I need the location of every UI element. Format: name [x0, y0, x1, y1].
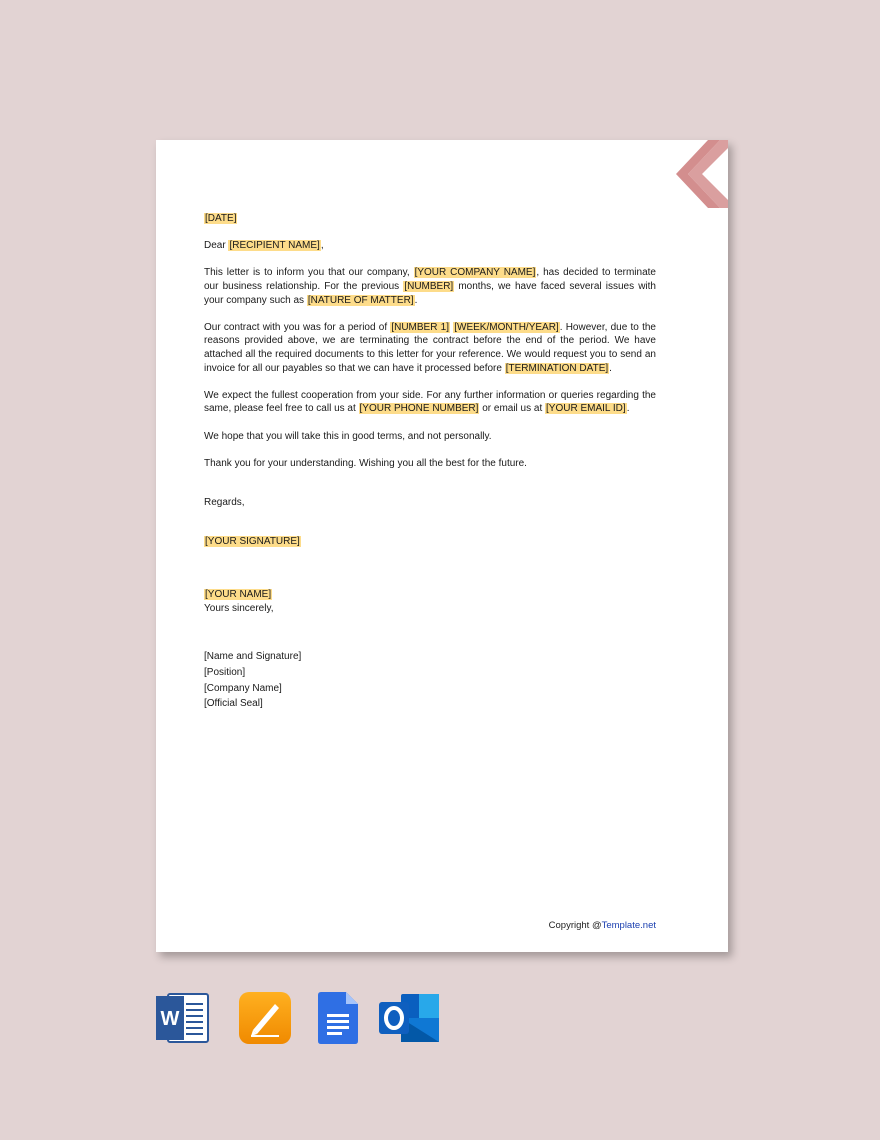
date-line: [DATE]: [205, 213, 237, 224]
footer-company-name: [Company Name]: [204, 682, 282, 694]
signature-line: [YOUR SIGNATURE]: [205, 536, 300, 548]
name-line: [YOUR NAME]: [205, 589, 272, 601]
paragraph-2: Our contract with you was for a period of [NUMBER 1] [WEEK/MONTH/YEAR]. However, due to the reasons provided above, we are terminating the contract before the end of the period. We have attached all the required documents to this letter for your reference. We would request you to send an invoice for all our payables so that we can have it processed before [TERMINATION DATE].: [204, 321, 656, 374]
template-link[interactable]: Template.net: [601, 920, 656, 931]
footer-name-signature: [Name and Signature]: [204, 651, 302, 663]
paragraph-3: We expect the fullest cooperation from your side. For any further information or queries regarding the same, please feel free to call us at [YOUR PHONE NUMBER] or email us at [YOUR EMAIL ID].: [204, 389, 656, 415]
placeholder-phone: [YOUR PHONE NUMBER]: [359, 403, 479, 415]
corner-chevron-decoration: [664, 140, 728, 208]
placeholder-number: [NUMBER]: [404, 280, 454, 292]
placeholder-termination-date: [TERMINATION DATE]: [505, 362, 609, 374]
word-icon[interactable]: [156, 992, 210, 1044]
pages-icon[interactable]: [239, 992, 291, 1044]
app-icons-row: [156, 992, 446, 1044]
paragraph-5: Thank you for your understanding. Wishing you all the best for the future.: [204, 457, 527, 469]
footer-position: [Position]: [204, 667, 246, 679]
svg-text:W: W: [160, 1008, 180, 1030]
placeholder-matter: [NATURE OF MATTER]: [307, 294, 414, 306]
closing: Yours sincerely,: [204, 602, 274, 614]
placeholder-email: [YOUR EMAIL ID]: [546, 403, 626, 415]
copyright: Copyright @Template.net: [548, 920, 656, 931]
document-page: [156, 140, 728, 952]
placeholder-period: [WEEK/MONTH/YEAR]: [454, 321, 559, 333]
paragraph-4: We hope that you will take this in good terms, and not personally.: [204, 430, 492, 442]
paragraph-1: This letter is to inform you that our company, [YOUR COMPANY NAME], has decided to terminate our business relationship. For the previous [NUMBER] months, we have faced several issues with your company such as [NATURE OF MATTER].: [204, 267, 656, 306]
google-docs-icon[interactable]: [318, 992, 358, 1044]
footer-official-seal: [Official Seal]: [204, 698, 263, 710]
placeholder-number-1: [NUMBER 1]: [391, 321, 450, 333]
outlook-icon[interactable]: [379, 992, 439, 1044]
greeting: Dear [RECIPIENT NAME],: [204, 240, 324, 252]
placeholder-company: [YOUR COMPANY NAME]: [414, 267, 536, 279]
regards: Regards,: [204, 496, 245, 508]
letter-body: [204, 212, 656, 712]
